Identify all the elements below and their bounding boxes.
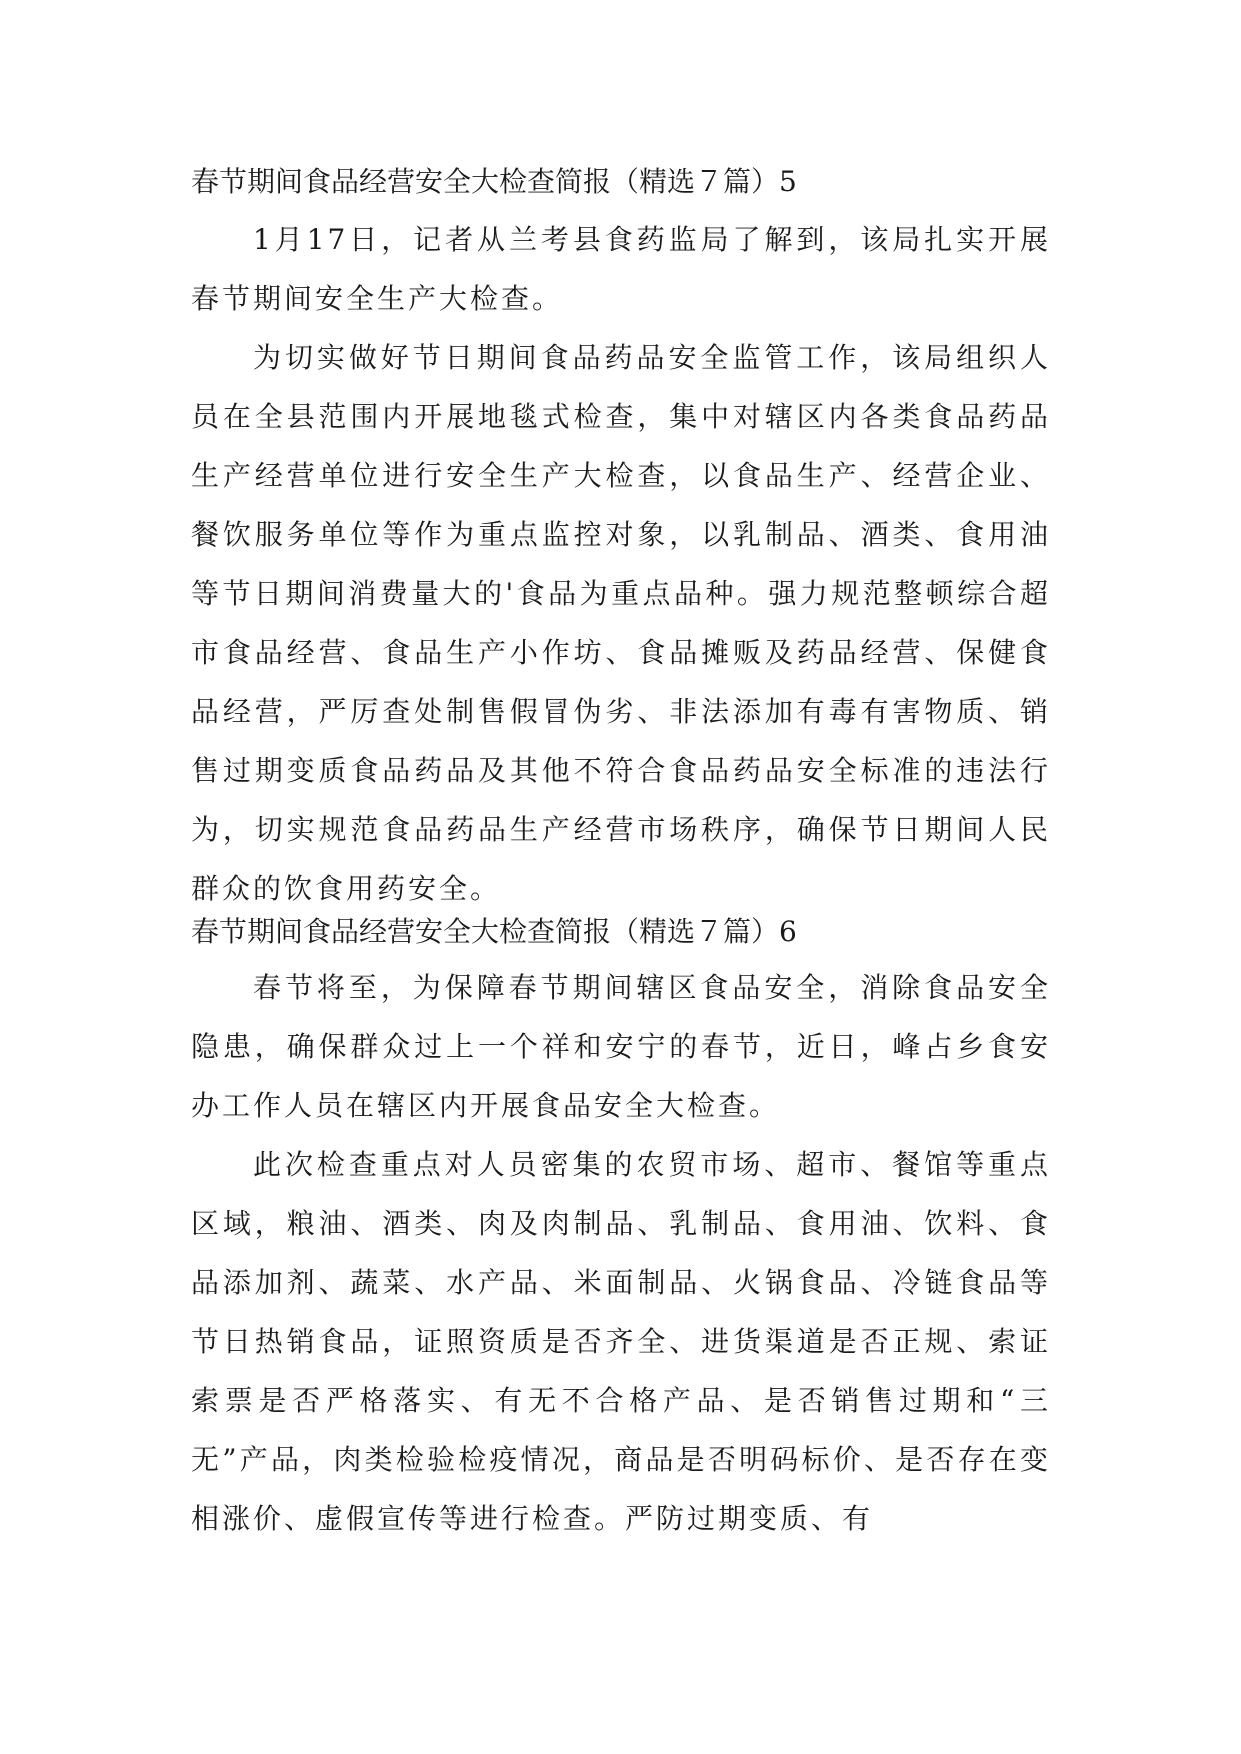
paragraph: 为切实做好节日期间食品药品安全监管工作，该局组织人员在全县范围内开展地毯式检查，集中对辖区内各类食品药品生产经营单位进行安全生产大检查，以食品生产、经营企业、餐饮服务单位等作为重点监控对象，以乳制品、酒类、食用油等节日期间消费量大的'食品为重点品种。强力规范整顿综合超市食品经营、食品生产小作坊、食品摊贩及药品经营、保健食品经营，严厉查处制售假冒伪劣、非法添加有毒有害物质、销售过期变质食品药品及其他不符合食品药品安全标准的违法行为，切实规范食品药品生产经营市场秩序，确保节日期间人民群众的饮食用药安全。 (191, 341, 1051, 905)
document-page (191, 160, 1051, 1548)
section-heading: 春节期间食品经营安全大检查简报（精选７篇）6 (191, 915, 797, 948)
paragraph: 此次检查重点对人员密集的农贸市场、超市、餐馆等重点区域，粮油、酒类、肉及肉制品、乳制品、食用油、饮料、食品添加剂、蔬菜、水产品、米面制品、火锅食品、冷链食品等节日热销食品，证照资质是否齐全、进货渠道是否正规、索证索票是否严格落实、有无不合格产品、是否销售过期和“三无”产品，肉类检验检疫情况，商品是否明码标价、是否存在变相涨价、虚假宣传等进行检查。严防过期变质、有 (191, 1148, 1051, 1535)
paragraph: 春节将至，为保障春节期间辖区食品安全，消除食品安全隐患，确保群众过上一个祥和安宁的春节，近日，峰占乡食安办工作人员在辖区内开展食品安全大检查。 (191, 971, 1051, 1122)
section-heading: 春节期间食品经营安全大检查简报（精选７篇）5 (191, 165, 797, 198)
section-5 (191, 160, 1051, 918)
paragraph: 1月17日，记者从兰考县食药监局了解到，该局扎实开展春节期间安全生产大检查。 (191, 223, 1051, 315)
section-6 (191, 910, 1051, 1548)
